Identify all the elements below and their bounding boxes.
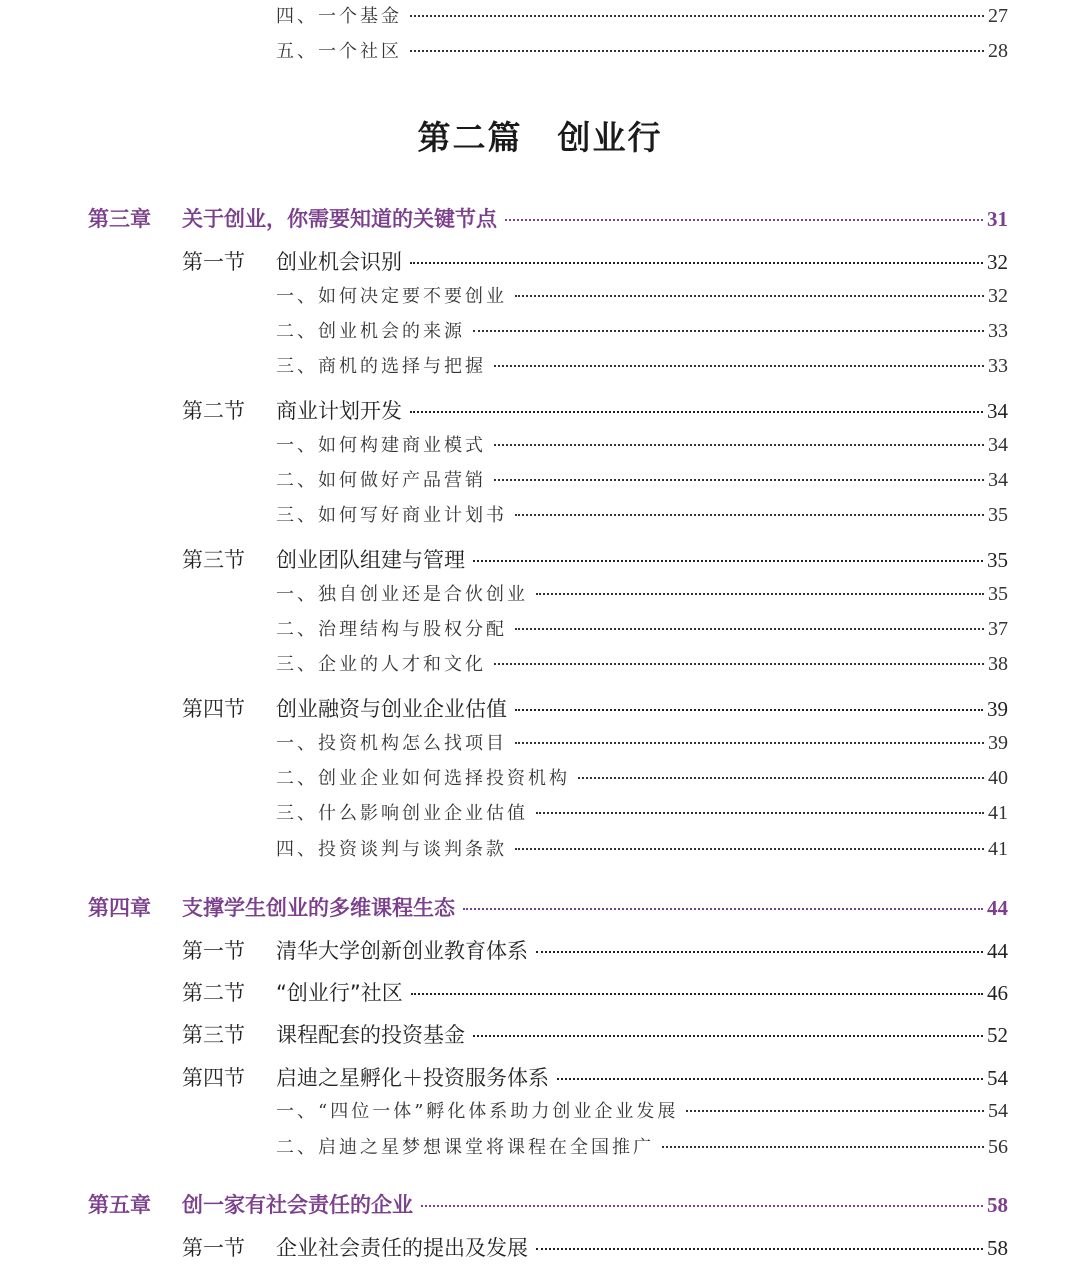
page-number: 40 — [988, 767, 1008, 789]
page-number: 27 — [988, 5, 1008, 27]
chapter-entry[interactable] — [88, 892, 1008, 922]
item-title: 一、如何决定要不要创业 — [276, 286, 507, 307]
item-title: 二、启迪之星梦想课堂将课程在全国推广 — [276, 1137, 654, 1158]
section-number: 第二节 — [182, 399, 245, 423]
item-entry[interactable] — [276, 1097, 1008, 1123]
section-number: 第二节 — [182, 981, 245, 1005]
dot-leader — [686, 1110, 984, 1112]
section-entry[interactable] — [182, 977, 1008, 1007]
section-entry[interactable] — [182, 935, 1008, 965]
item-entry[interactable] — [276, 1133, 1008, 1159]
page-number: 54 — [987, 1066, 1008, 1090]
dot-leader — [515, 848, 984, 850]
dot-leader — [515, 295, 984, 297]
item-title: 四、投资谈判与谈判条款 — [276, 839, 507, 860]
page-number: 52 — [987, 1023, 1008, 1047]
page-number: 39 — [988, 732, 1008, 754]
chapter-number: 第五章 — [88, 1193, 151, 1217]
dot-leader — [536, 1248, 983, 1250]
item-title: 二、创业企业如何选择投资机构 — [276, 768, 570, 789]
section-number: 第一节 — [182, 939, 245, 963]
chapter-title: 支撑学生创业的多维课程生态 — [182, 896, 455, 920]
item-title: 三、如何写好商业计划书 — [276, 505, 507, 526]
item-title: 三、商机的选择与把握 — [276, 356, 486, 377]
page-number: 34 — [988, 434, 1008, 456]
dot-leader — [410, 15, 984, 17]
section-number: 第四节 — [182, 697, 245, 721]
page-number: 46 — [987, 981, 1008, 1005]
dot-leader — [515, 628, 984, 630]
section-number: 第三节 — [182, 1023, 245, 1047]
dot-leader — [515, 514, 984, 516]
page-number: 41 — [988, 838, 1008, 860]
section-entry[interactable] — [182, 1232, 1008, 1262]
section-entry[interactable] — [182, 1062, 1008, 1092]
item-entry[interactable] — [276, 37, 1008, 63]
section-title: “创业行”社区 — [276, 981, 403, 1005]
dot-leader — [505, 219, 983, 221]
section-title: 创业团队组建与管理 — [276, 548, 465, 572]
item-entry[interactable] — [276, 317, 1008, 343]
item-entry[interactable] — [276, 764, 1008, 790]
section-entry[interactable] — [182, 544, 1008, 574]
chapter-number: 第四章 — [88, 896, 151, 920]
page-number: 34 — [988, 469, 1008, 491]
dot-leader — [494, 479, 984, 481]
page-number: 33 — [988, 320, 1008, 342]
section-title: 启迪之星孵化＋投资服务体系 — [276, 1066, 549, 1090]
page-number: 44 — [987, 939, 1008, 963]
item-entry[interactable] — [276, 431, 1008, 457]
item-entry[interactable] — [276, 835, 1008, 861]
page-number: 34 — [987, 399, 1008, 423]
page-number: 41 — [988, 802, 1008, 824]
chapter-number: 第三章 — [88, 207, 151, 231]
dot-leader — [463, 908, 983, 910]
page-number: 35 — [987, 548, 1008, 572]
section-entry[interactable] — [182, 246, 1008, 276]
section-number: 第一节 — [182, 1236, 245, 1260]
dot-leader — [536, 812, 984, 814]
dot-leader — [557, 1078, 983, 1080]
section-entry[interactable] — [182, 395, 1008, 425]
page-number: 56 — [988, 1136, 1008, 1158]
section-title: 创业机会识别 — [276, 250, 402, 274]
dot-leader — [515, 742, 984, 744]
dot-leader — [473, 560, 983, 562]
chapter-entry[interactable] — [88, 203, 1008, 233]
chapter-entry[interactable] — [88, 1189, 1008, 1219]
dot-leader — [410, 262, 983, 264]
item-entry[interactable] — [276, 352, 1008, 378]
section-title: 企业社会责任的提出及发展 — [276, 1236, 528, 1260]
dot-leader — [473, 330, 984, 332]
part-title: 第二篇 创业行 — [417, 118, 663, 157]
item-title: 一、“四位一体”孵化体系助力创业企业发展 — [276, 1101, 679, 1122]
section-number: 第三节 — [182, 548, 245, 572]
item-title: 二、创业机会的来源 — [276, 321, 465, 342]
dot-leader — [578, 777, 984, 779]
item-entry[interactable] — [276, 729, 1008, 755]
dot-leader — [410, 411, 983, 413]
item-entry[interactable] — [276, 466, 1008, 492]
chapter-title: 关于创业，你需要知道的关键节点 — [182, 207, 497, 231]
page-number: 32 — [987, 250, 1008, 274]
item-entry[interactable] — [276, 2, 1008, 28]
item-entry[interactable] — [276, 282, 1008, 308]
section-title: 清华大学创新创业教育体系 — [276, 939, 528, 963]
section-entry[interactable] — [182, 1019, 1008, 1049]
item-title: 四、一个基金 — [276, 6, 402, 27]
dot-leader — [536, 593, 984, 595]
item-title: 一、投资机构怎么找项目 — [276, 733, 507, 754]
item-title: 一、独自创业还是合伙创业 — [276, 584, 528, 605]
page-number: 58 — [987, 1193, 1008, 1217]
page-number: 32 — [988, 285, 1008, 307]
item-title: 三、企业的人才和文化 — [276, 654, 486, 675]
dot-leader — [662, 1146, 984, 1148]
item-entry[interactable] — [276, 580, 1008, 606]
item-entry[interactable] — [276, 799, 1008, 825]
page-number: 35 — [988, 504, 1008, 526]
chapter-title: 创一家有社会责任的企业 — [182, 1193, 413, 1217]
dot-leader — [411, 993, 983, 995]
dot-leader — [536, 951, 983, 953]
dot-leader — [515, 709, 983, 711]
page-number: 37 — [988, 618, 1008, 640]
section-entry[interactable] — [182, 693, 1008, 723]
item-entry[interactable] — [276, 650, 1008, 676]
page-number: 54 — [988, 1100, 1008, 1122]
dot-leader — [494, 663, 984, 665]
page-number: 39 — [987, 697, 1008, 721]
section-number: 第四节 — [182, 1066, 245, 1090]
page-number: 28 — [988, 40, 1008, 62]
section-title: 商业计划开发 — [276, 399, 402, 423]
section-number: 第一节 — [182, 250, 245, 274]
item-title: 三、什么影响创业企业估值 — [276, 803, 528, 824]
page-number: 31 — [987, 207, 1008, 231]
page-number: 33 — [988, 355, 1008, 377]
section-title: 课程配套的投资基金 — [276, 1023, 465, 1047]
item-title: 五、一个社区 — [276, 41, 402, 62]
page-number: 44 — [987, 896, 1008, 920]
item-title: 一、如何构建商业模式 — [276, 435, 486, 456]
page-number: 35 — [988, 583, 1008, 605]
dot-leader — [494, 444, 984, 446]
dot-leader — [473, 1035, 983, 1037]
dot-leader — [494, 365, 984, 367]
item-entry[interactable] — [276, 501, 1008, 527]
item-title: 二、治理结构与股权分配 — [276, 619, 507, 640]
page-number: 38 — [988, 653, 1008, 675]
page-number: 58 — [987, 1236, 1008, 1260]
section-title: 创业融资与创业企业估值 — [276, 697, 507, 721]
item-entry[interactable] — [276, 615, 1008, 641]
dot-leader — [410, 50, 984, 52]
item-title: 二、如何做好产品营销 — [276, 470, 486, 491]
dot-leader — [421, 1205, 983, 1207]
